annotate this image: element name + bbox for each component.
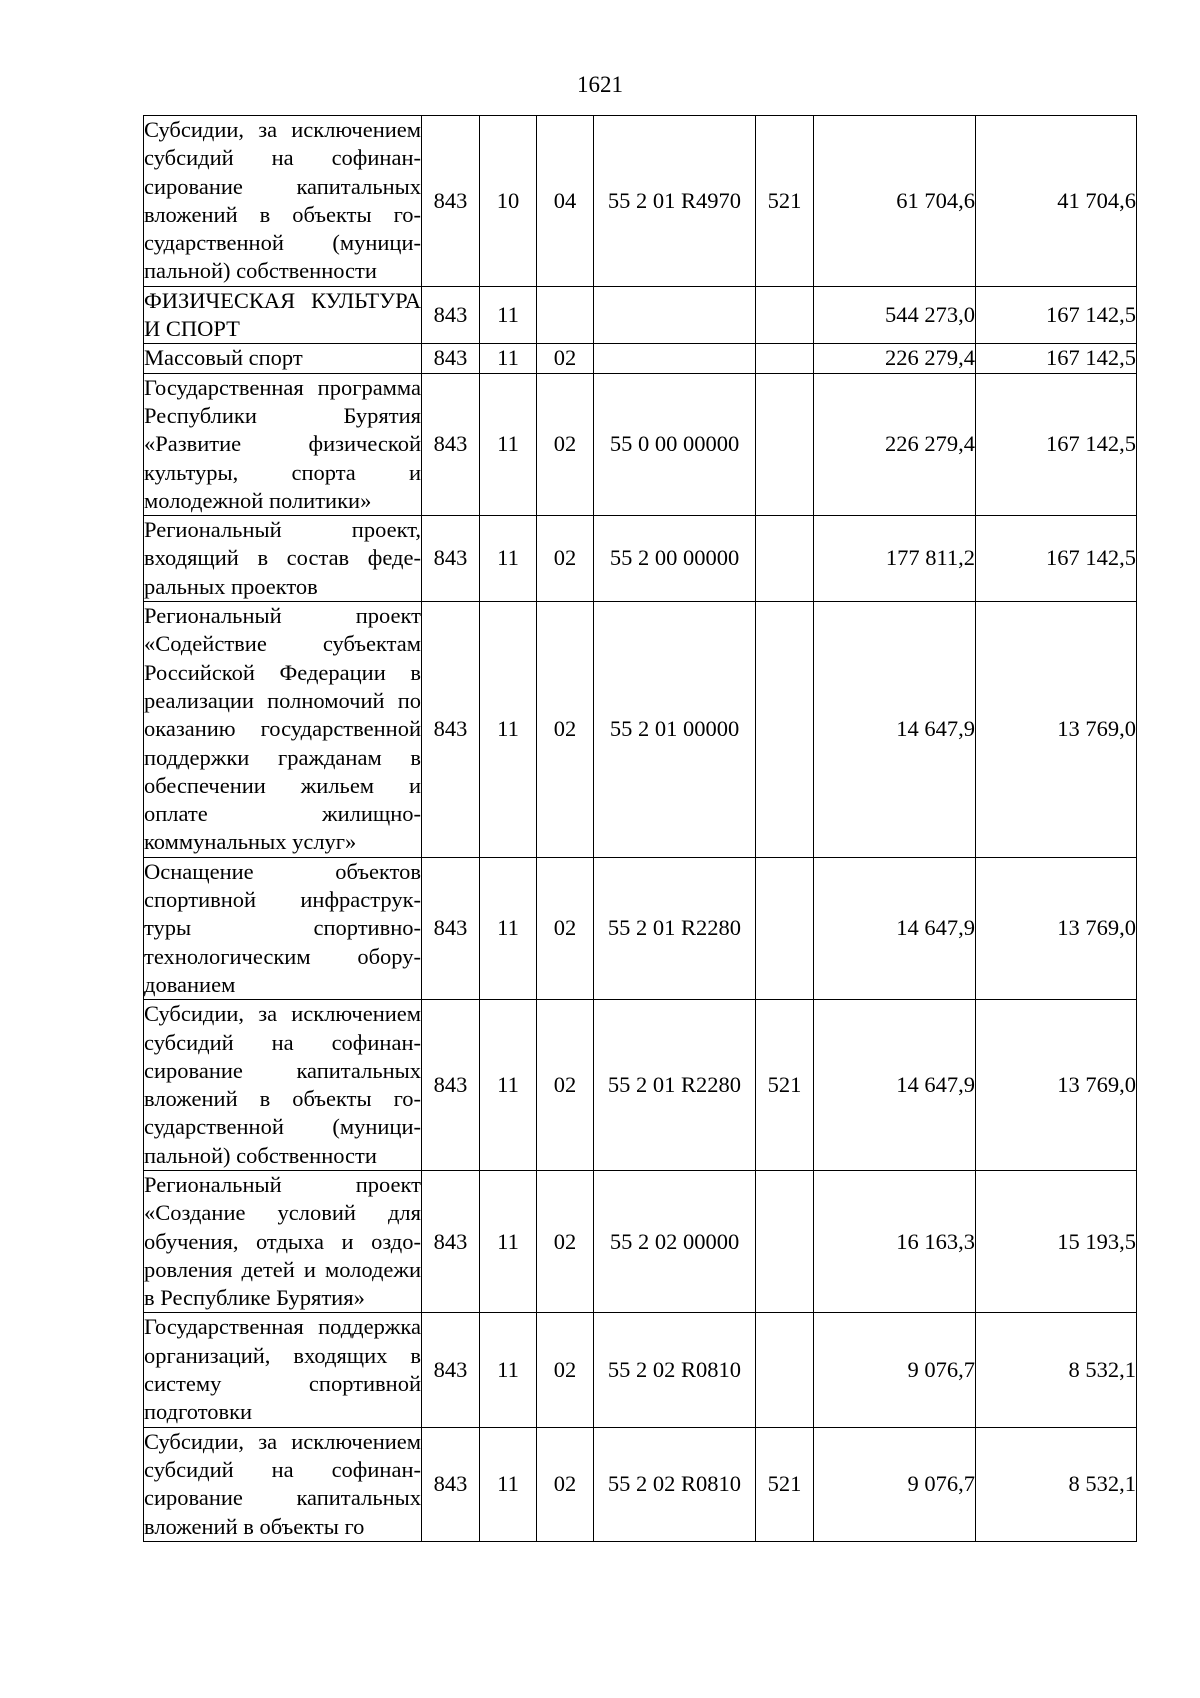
subsection-code-cell: 04 bbox=[537, 116, 594, 287]
target-article-cell: 55 0 00 00000 bbox=[594, 373, 756, 515]
table-row bbox=[144, 1313, 1137, 1427]
ministry-code-cell: 843 bbox=[422, 1170, 480, 1312]
section-code-cell: 11 bbox=[480, 516, 537, 602]
budget-table-body bbox=[144, 116, 1137, 1542]
table-row bbox=[144, 516, 1137, 602]
table-row bbox=[144, 1170, 1137, 1312]
amount-first-cell: 14 647,9 bbox=[814, 1000, 976, 1171]
table-row bbox=[144, 116, 1137, 287]
row-name-cell: Субсидии, за исключением субсидий на софинансирование капитальных вложений в объекты государственной (муниципальной) собственности bbox=[144, 1000, 422, 1171]
section-code-cell: 11 bbox=[480, 1427, 537, 1541]
amount-second-cell: 41 704,6 bbox=[976, 116, 1137, 287]
amount-second-cell: 13 769,0 bbox=[976, 1000, 1137, 1171]
expense-type-cell bbox=[756, 1170, 814, 1312]
expense-type-cell bbox=[756, 373, 814, 515]
table-row bbox=[144, 1427, 1137, 1541]
section-code-cell: 11 bbox=[480, 1170, 537, 1312]
ministry-code-cell: 843 bbox=[422, 286, 480, 344]
row-name-cell: Региональный проект, входящий в состав федеральных проектов bbox=[144, 516, 422, 602]
row-name-cell: Государственная программа Республики Бурятия «Развитие физической культуры, спорта и молодежной политики» bbox=[144, 373, 422, 515]
amount-second-cell: 167 142,5 bbox=[976, 373, 1137, 515]
amount-first-cell: 226 279,4 bbox=[814, 373, 976, 515]
amount-second-cell: 15 193,5 bbox=[976, 1170, 1137, 1312]
amount-second-cell: 167 142,5 bbox=[976, 516, 1137, 602]
amount-first-cell: 177 811,2 bbox=[814, 516, 976, 602]
row-name-cell: Субсидии, за исключением субсидий на софинансирование капитальных вложений в объекты го bbox=[144, 1427, 422, 1541]
page-number: 1621 bbox=[577, 72, 623, 97]
subsection-code-cell: 02 bbox=[537, 373, 594, 515]
expense-type-cell: 521 bbox=[756, 1000, 814, 1171]
subsection-code-cell: 02 bbox=[537, 1427, 594, 1541]
subsection-code-cell: 02 bbox=[537, 1000, 594, 1171]
table-row bbox=[144, 286, 1137, 344]
expense-type-cell bbox=[756, 516, 814, 602]
row-name-cell: Оснащение объектов спортивной инфраструктуры спортивно-технологическим оборудованием bbox=[144, 857, 422, 999]
section-code-cell: 11 bbox=[480, 857, 537, 999]
target-article-cell: 55 2 01 00000 bbox=[594, 602, 756, 858]
table-row bbox=[144, 344, 1137, 373]
table-row bbox=[144, 857, 1137, 999]
expense-type-cell bbox=[756, 602, 814, 858]
target-article-cell: 55 2 02 R0810 bbox=[594, 1313, 756, 1427]
amount-second-cell: 13 769,0 bbox=[976, 857, 1137, 999]
amount-first-cell: 226 279,4 bbox=[814, 344, 976, 373]
ministry-code-cell: 843 bbox=[422, 1313, 480, 1427]
amount-second-cell: 167 142,5 bbox=[976, 344, 1137, 373]
expense-type-cell bbox=[756, 344, 814, 373]
amount-second-cell: 13 769,0 bbox=[976, 602, 1137, 858]
amount-first-cell: 14 647,9 bbox=[814, 602, 976, 858]
section-code-cell: 11 bbox=[480, 1000, 537, 1171]
ministry-code-cell: 843 bbox=[422, 373, 480, 515]
section-code-cell: 11 bbox=[480, 286, 537, 344]
ministry-code-cell: 843 bbox=[422, 1427, 480, 1541]
amount-first-cell: 14 647,9 bbox=[814, 857, 976, 999]
table-row bbox=[144, 1000, 1137, 1171]
ministry-code-cell: 843 bbox=[422, 344, 480, 373]
target-article-cell bbox=[594, 286, 756, 344]
table-row bbox=[144, 602, 1137, 858]
target-article-cell: 55 2 00 00000 bbox=[594, 516, 756, 602]
row-name-cell: Региональный проект «Содействие субъектам Российской Федерации в реализации полномочий по оказанию государственной поддержки гражданам в обеспечении жильем и оплате жилищно-коммунальных услуг» bbox=[144, 602, 422, 858]
target-article-cell bbox=[594, 344, 756, 373]
section-code-cell: 11 bbox=[480, 373, 537, 515]
subsection-code-cell: 02 bbox=[537, 1313, 594, 1427]
row-name-cell: Субсидии, за исключением субсидий на софинансирование капитальных вложений в объекты государственной (муниципальной) собственности bbox=[144, 116, 422, 287]
target-article-cell: 55 2 01 R2280 bbox=[594, 857, 756, 999]
expense-type-cell: 521 bbox=[756, 116, 814, 287]
budget-table bbox=[143, 115, 1137, 1542]
row-name-cell: Массовый спорт bbox=[144, 344, 422, 373]
ministry-code-cell: 843 bbox=[422, 602, 480, 858]
target-article-cell: 55 2 02 00000 bbox=[594, 1170, 756, 1312]
row-name-cell: Государственная поддержка организаций, входящих в систему спортивной подготовки bbox=[144, 1313, 422, 1427]
amount-first-cell: 544 273,0 bbox=[814, 286, 976, 344]
amount-first-cell: 9 076,7 bbox=[814, 1313, 976, 1427]
subsection-code-cell: 02 bbox=[537, 516, 594, 602]
amount-first-cell: 61 704,6 bbox=[814, 116, 976, 287]
amount-second-cell: 8 532,1 bbox=[976, 1427, 1137, 1541]
section-code-cell: 11 bbox=[480, 1313, 537, 1427]
expense-type-cell: 521 bbox=[756, 1427, 814, 1541]
section-code-cell: 11 bbox=[480, 602, 537, 858]
subsection-code-cell: 02 bbox=[537, 602, 594, 858]
ministry-code-cell: 843 bbox=[422, 1000, 480, 1171]
table-row bbox=[144, 373, 1137, 515]
ministry-code-cell: 843 bbox=[422, 857, 480, 999]
ministry-code-cell: 843 bbox=[422, 516, 480, 602]
amount-second-cell: 167 142,5 bbox=[976, 286, 1137, 344]
target-article-cell: 55 2 01 R4970 bbox=[594, 116, 756, 287]
row-name-cell: Региональный проект «Создание условий для обучения, отдыха и оздоровления детей и молодежи в Республике Бурятия» bbox=[144, 1170, 422, 1312]
subsection-code-cell: 02 bbox=[537, 344, 594, 373]
row-name-cell: ФИЗИЧЕСКАЯ КУЛЬТУРА И СПОРТ bbox=[144, 286, 422, 344]
amount-second-cell: 8 532,1 bbox=[976, 1313, 1137, 1427]
amount-first-cell: 16 163,3 bbox=[814, 1170, 976, 1312]
section-code-cell: 10 bbox=[480, 116, 537, 287]
target-article-cell: 55 2 01 R2280 bbox=[594, 1000, 756, 1171]
target-article-cell: 55 2 02 R0810 bbox=[594, 1427, 756, 1541]
amount-first-cell: 9 076,7 bbox=[814, 1427, 976, 1541]
subsection-code-cell bbox=[537, 286, 594, 344]
expense-type-cell bbox=[756, 857, 814, 999]
ministry-code-cell: 843 bbox=[422, 116, 480, 287]
expense-type-cell bbox=[756, 1313, 814, 1427]
expense-type-cell bbox=[756, 286, 814, 344]
subsection-code-cell: 02 bbox=[537, 1170, 594, 1312]
section-code-cell: 11 bbox=[480, 344, 537, 373]
subsection-code-cell: 02 bbox=[537, 857, 594, 999]
